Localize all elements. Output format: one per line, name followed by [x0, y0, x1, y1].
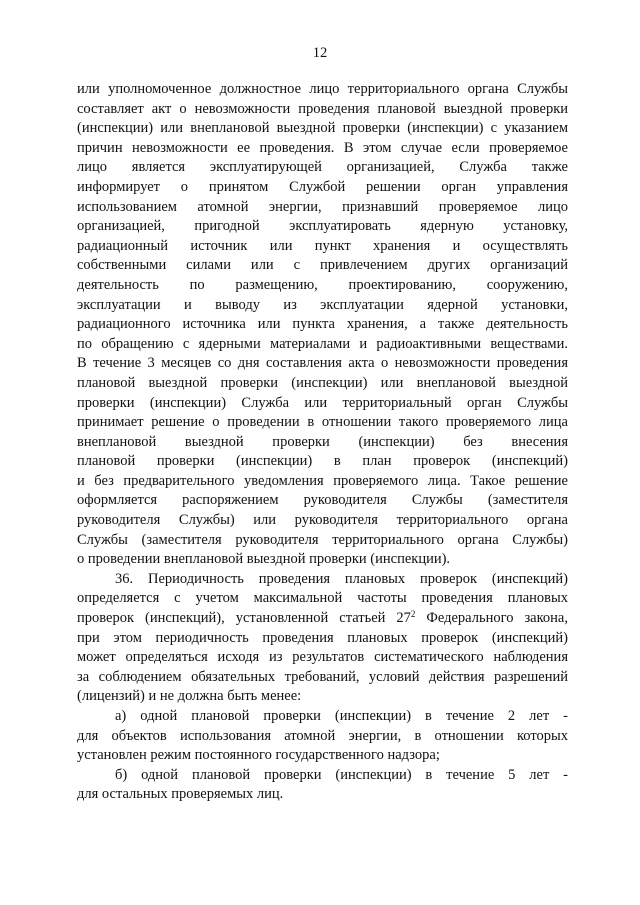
text-line [77, 609, 568, 629]
text-line: определяется с учетом максимальной частоты проведения плановых [77, 590, 568, 607]
text-line: и без предварительного уведомления проверяемого лица. Такое решение [77, 472, 568, 489]
text-fragment: проверок (инспекций), установленной статьей 27 [77, 610, 411, 627]
page-number: 12 [312, 45, 328, 61]
text-line: собственными силами или с привлечением других организаций [77, 257, 568, 274]
document-body [77, 80, 568, 805]
text-line: эксплуатации и выводу из эксплуатации ядерной установки, [77, 296, 568, 313]
text-line: а) одной плановой проверки (инспекции) в течение 2 лет - [115, 708, 568, 724]
text-line: причин невозможности ее проведения. В этом случае если проверяемое [77, 139, 568, 156]
list-item-b [77, 766, 568, 805]
text-line: за соблюдением обязательных требований, условий действия разрешений [77, 668, 568, 685]
text-line: для объектов использования атомной энергии, в отношении которых [77, 727, 568, 744]
text-line: радиационный источник или пункт хранения и осуществлять [77, 237, 568, 254]
text-line: организацией, пригодной эксплуатировать ядерную установку, [77, 218, 568, 235]
text-line: (лицензий) и не должна быть менее: [77, 688, 302, 705]
text-line: использованием атомной энергии, признавший проверяемое лицо [77, 198, 568, 215]
text-line: составляет акт о невозможности проведения плановой выездной проверки [77, 100, 568, 117]
text-line: проверки (инспекции) Служба или территориальный орган Службы [77, 394, 568, 411]
text-line: плановой выездной проверки (инспекции) или внеплановой выездной [77, 374, 568, 391]
superscript: 2 [410, 609, 416, 620]
text-line: может определяться исходя из результатов систематического наблюдения [77, 649, 568, 666]
text-line: информирует о принятом Службой решении орган управления [77, 178, 568, 195]
text-line: радиационного источника или пункта хранения, а также деятельность [77, 316, 568, 333]
text-line: по обращению с ядерными материалами и радиоактивными веществами. [77, 335, 568, 352]
text-line: о проведении внеплановой выездной проверки (инспекции). [77, 551, 451, 568]
text-line: принимает решение о проведении в отношении такого проверяемого лица [77, 414, 568, 431]
text-line: В течение 3 месяцев со дня составления акта о невозможности проведения [77, 355, 568, 372]
text-line: Службы (заместителя руководителя территориального органа Службы) [77, 531, 568, 548]
text-line: лицо является эксплуатирующей организацией, Служба также [77, 159, 568, 176]
text-line: плановой проверки (инспекции) в план проверок (инспекций) [77, 453, 568, 470]
text-fragment: Федерального закона, [415, 610, 568, 627]
text-line: для остальных проверяемых лиц. [77, 786, 284, 803]
text-line: оформляется распоряжением руководителя Службы (заместителя [77, 492, 568, 509]
text-line: деятельность по размещению, проектированию, сооружению, [77, 276, 568, 293]
text-line: при этом периодичность проведения плановых проверок (инспекций) [77, 629, 568, 646]
text-line: (инспекции) или внеплановой выездной проверки (инспекции) с указанием [77, 120, 568, 137]
text-line: б) одной плановой проверки (инспекции) в течение 5 лет - [115, 766, 568, 783]
text-line: внеплановой выездной проверки (инспекции) без внесения [77, 433, 568, 450]
paragraph-inspection-impossibility [77, 80, 568, 570]
list-item-a [77, 707, 568, 766]
text-line: руководителя Службы) или руководителя территориального органа [77, 512, 568, 529]
text-line: установлен режим постоянного государственного надзора; [77, 747, 440, 764]
text-line: 36. Периодичность проведения плановых проверок (инспекций) [115, 570, 568, 587]
text-line: или уполномоченное должностное лицо территориального органа Службы [77, 81, 568, 97]
paragraph-36-periodicity [77, 570, 568, 707]
